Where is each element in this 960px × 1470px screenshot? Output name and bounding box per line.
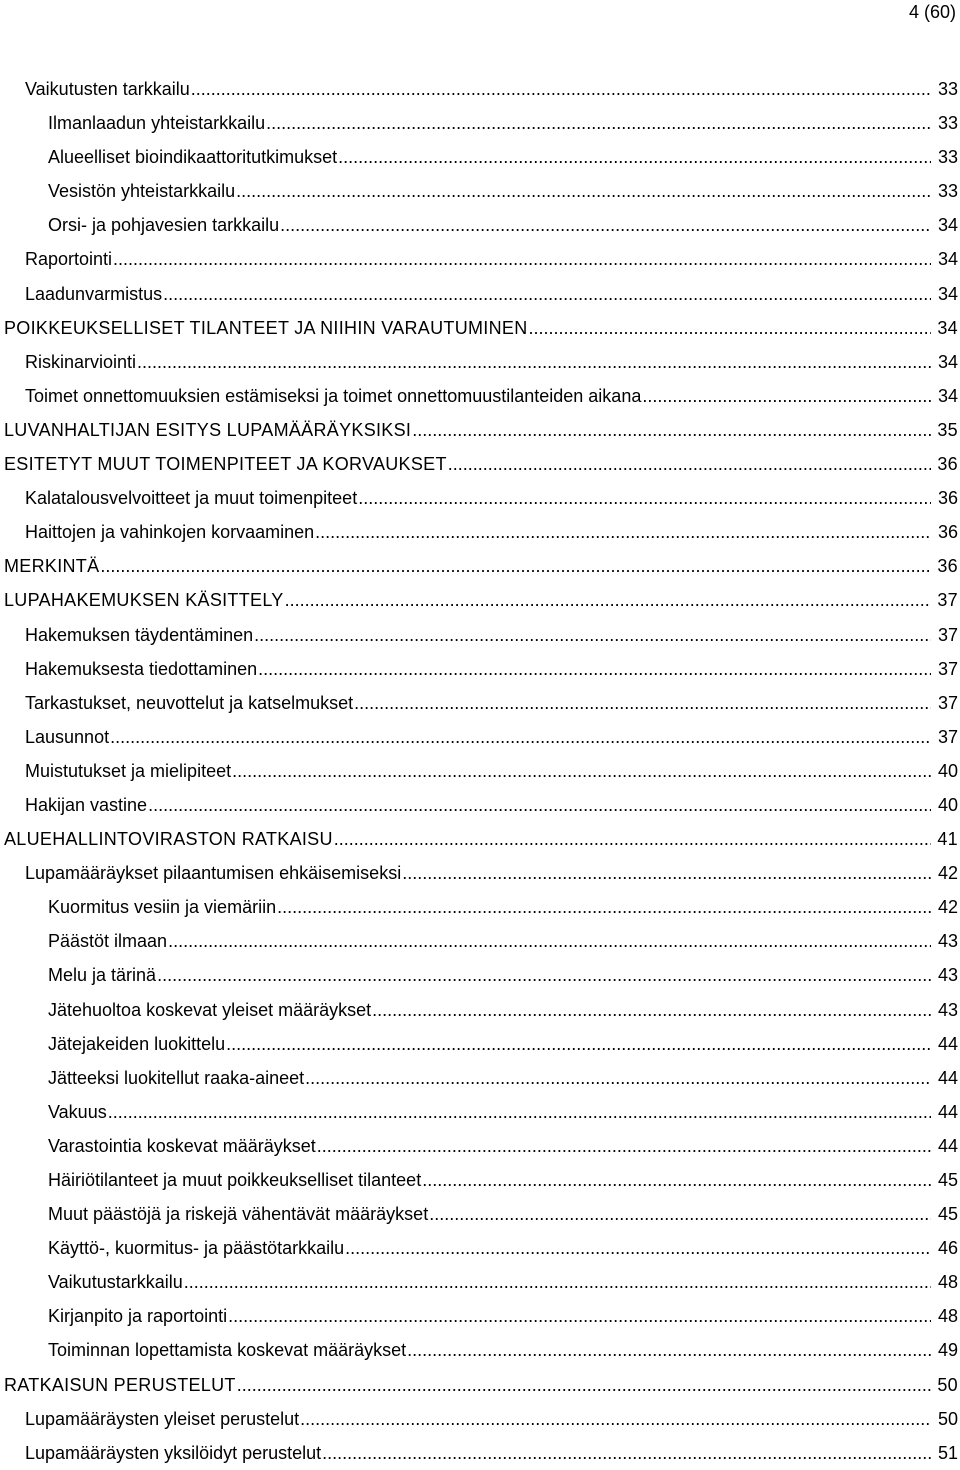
toc-entry[interactable] — [0, 890, 960, 924]
toc-dot-leader — [258, 652, 931, 686]
toc-entry-title: Hakemuksesta tiedottaminen — [25, 658, 258, 679]
toc-dot-leader — [100, 549, 931, 583]
toc-entry-title: POIKKEUKSELLISET TILANTEET JA NIIHIN VARAUTUMINEN — [4, 317, 528, 338]
toc-dot-leader — [300, 1402, 931, 1436]
toc-entry-title: Jätehuoltoa koskevat yleiset määräykset — [48, 999, 372, 1020]
toc-entry-page-number: 46 — [937, 1238, 958, 1259]
toc-entry-title: Hakijan vastine — [25, 794, 148, 815]
toc-entry[interactable] — [0, 1231, 960, 1265]
toc-entry-page-number: 43 — [937, 999, 958, 1020]
toc-entry[interactable] — [0, 1368, 960, 1402]
toc-entry[interactable] — [0, 140, 960, 174]
toc-entry-title: LUPAHAKEMUKSEN KÄSITTELY — [4, 590, 284, 611]
toc-dot-leader — [226, 1027, 931, 1061]
toc-entry-title: LUVANHALTIJAN ESITYS LUPAMÄÄRÄYKSIKSI — [4, 419, 412, 440]
toc-entry-title: Kirjanpito ja raportointi — [48, 1306, 228, 1327]
toc-entry-page-number: 48 — [937, 1306, 958, 1327]
toc-entry-page-number: 37 — [937, 624, 958, 645]
toc-entry[interactable] — [0, 1265, 960, 1299]
toc-entry-page-number: 43 — [937, 931, 958, 952]
toc-entry[interactable] — [0, 1436, 960, 1470]
toc-dot-leader — [402, 856, 931, 890]
toc-entry[interactable] — [0, 1333, 960, 1367]
toc-entry-page-number: 34 — [937, 249, 958, 270]
page-number: 4 (60) — [908, 2, 956, 22]
toc-dot-leader — [168, 924, 931, 958]
toc-entry[interactable] — [0, 1129, 960, 1163]
toc-entry-title: Ilmanlaadun yhteistarkkailu — [48, 113, 266, 134]
toc-dot-leader — [315, 515, 931, 549]
toc-entry-page-number: 35 — [937, 419, 958, 440]
toc-dot-leader — [277, 890, 931, 924]
toc-entry-page-number: 50 — [937, 1408, 958, 1429]
toc-entry[interactable] — [0, 447, 960, 481]
toc-dot-leader — [163, 277, 931, 311]
toc-entry[interactable] — [0, 1197, 960, 1231]
toc-dot-leader — [345, 1231, 931, 1265]
toc-entry-title: RATKAISUN PERUSTELUT — [4, 1374, 236, 1395]
toc-entry-page-number: 34 — [937, 317, 958, 338]
toc-dot-leader — [110, 720, 931, 754]
toc-entry[interactable] — [0, 1061, 960, 1095]
toc-entry[interactable] — [0, 277, 960, 311]
toc-dot-leader — [280, 208, 931, 242]
toc-entry[interactable] — [0, 924, 960, 958]
toc-entry[interactable] — [0, 72, 960, 106]
toc-entry-page-number: 43 — [937, 965, 958, 986]
toc-entry-page-number: 49 — [937, 1340, 958, 1361]
toc-entry-title: Vakuus — [48, 1101, 107, 1122]
toc-entry-title: Jätteeksi luokitellut raaka-aineet — [48, 1067, 305, 1088]
toc-entry[interactable] — [0, 549, 960, 583]
toc-dot-leader — [529, 311, 932, 345]
toc-entry-title: Toiminnan lopettamista koskevat määräykset — [48, 1340, 407, 1361]
toc-dot-leader — [407, 1333, 931, 1367]
toc-dot-leader — [237, 1368, 931, 1402]
toc-entry[interactable] — [0, 720, 960, 754]
toc-entry[interactable] — [0, 618, 960, 652]
toc-entry[interactable] — [0, 242, 960, 276]
toc-entry[interactable] — [0, 311, 960, 345]
toc-dot-leader — [305, 1061, 931, 1095]
toc-entry-page-number: 44 — [937, 1101, 958, 1122]
toc-entry-page-number: 34 — [937, 351, 958, 372]
toc-dot-leader — [191, 72, 931, 106]
toc-dot-leader — [232, 754, 931, 788]
toc-entry-page-number: 44 — [937, 1033, 958, 1054]
toc-entry-title: Varastointia koskevat määräykset — [48, 1135, 316, 1156]
toc-dot-leader — [113, 242, 931, 276]
toc-entry-page-number: 34 — [937, 385, 958, 406]
toc-entry-title: Riskinarviointi — [25, 351, 137, 372]
toc-entry-page-number: 41 — [937, 829, 958, 850]
toc-entry-title: Toimet onnettomuuksien estämiseksi ja toimet onnettomuustilanteiden aikana — [25, 385, 642, 406]
toc-entry-page-number: 42 — [937, 897, 958, 918]
toc-entry-page-number: 37 — [937, 658, 958, 679]
toc-entry-page-number: 37 — [937, 692, 958, 713]
toc-entry[interactable] — [0, 1027, 960, 1061]
toc-entry-title: Lupamääräysten yleiset perustelut — [25, 1408, 300, 1429]
toc-entry-title: Vaikutusten tarkkailu — [25, 79, 190, 99]
toc-entry-page-number: 50 — [937, 1374, 958, 1395]
toc-entry-title: Hakemuksen täydentäminen — [25, 624, 254, 645]
toc-entry-title: Melu ja tärinä — [48, 965, 157, 986]
toc-entry-title: Laadunvarmistus — [25, 283, 163, 304]
toc-entry-page-number: 36 — [937, 488, 958, 509]
toc-entry-title: Lupamääräykset pilaantumisen ehkäisemiseksi — [25, 863, 402, 884]
toc-entry-page-number: 34 — [937, 215, 958, 236]
toc-entry-page-number: 40 — [937, 794, 958, 815]
toc-entry-page-number: 42 — [937, 863, 958, 884]
toc-entry[interactable] — [0, 1095, 960, 1129]
toc-entry-title: Lausunnot — [25, 726, 110, 747]
toc-entry[interactable] — [0, 1299, 960, 1333]
toc-entry-page-number: 51 — [937, 1442, 958, 1463]
toc-entry-title: ALUEHALLINTOVIRASTON RATKAISU — [4, 829, 333, 850]
toc-entry-title: Häiriötilanteet ja muut poikkeukselliset tilanteet — [48, 1170, 422, 1190]
toc-dot-leader — [642, 379, 931, 413]
toc-entry-page-number: 45 — [937, 1170, 958, 1190]
toc-entry-page-number: 37 — [937, 726, 958, 747]
toc-entry[interactable] — [0, 208, 960, 242]
toc-entry[interactable] — [0, 515, 960, 549]
toc-dot-leader — [254, 618, 931, 652]
toc-dot-leader — [236, 174, 931, 208]
toc-entry-page-number: 34 — [937, 283, 958, 304]
toc-entry-title: Vaikutustarkkailu — [48, 1272, 183, 1293]
toc-entry-title: Vesistön yhteistarkkailu — [48, 181, 236, 202]
toc-entry[interactable] — [0, 993, 960, 1027]
toc-entry[interactable] — [0, 481, 960, 515]
toc-entry[interactable] — [0, 583, 960, 617]
toc-entry-page-number: 45 — [937, 1204, 958, 1225]
toc-dot-leader — [157, 958, 931, 992]
toc-entry-title: Käyttö-, kuormitus- ja päästötarkkailu — [48, 1238, 345, 1259]
toc-entry[interactable] — [0, 652, 960, 686]
toc-entry[interactable] — [0, 174, 960, 208]
toc-dot-leader — [148, 788, 931, 822]
toc-entry-title: Kuormitus vesiin ja viemäriin — [48, 897, 277, 918]
toc-entry-page-number: 33 — [937, 79, 958, 99]
toc-entry-title: Orsi- ja pohjavesien tarkkailu — [48, 215, 280, 236]
toc-entry-page-number: 36 — [937, 454, 958, 475]
toc-entry-page-number: 33 — [937, 113, 958, 134]
toc-dot-leader — [322, 1436, 931, 1470]
toc-entry-title: MERKINTÄ — [4, 556, 100, 577]
toc-entry-title: Jätejakeiden luokittelu — [48, 1033, 226, 1054]
toc-entry-title: Kalatalousvelvoitteet ja muut toimenpiteet — [25, 488, 358, 509]
toc-dot-leader — [422, 1163, 931, 1197]
toc-entry-title: Päästöt ilmaan — [48, 931, 168, 952]
toc-entry-page-number: 33 — [937, 181, 958, 202]
toc-entry-title: Alueelliset bioindikaattoritutkimukset — [48, 147, 338, 168]
toc-entry-page-number: 40 — [937, 760, 958, 781]
toc-dot-leader — [228, 1299, 931, 1333]
toc-dot-leader — [334, 822, 931, 856]
toc-dot-leader — [184, 1265, 931, 1299]
toc-entry[interactable] — [0, 958, 960, 992]
toc-entry-page-number: 33 — [937, 147, 958, 168]
toc-entry[interactable] — [0, 1163, 960, 1197]
toc-entry-page-number: 44 — [937, 1135, 958, 1156]
toc-dot-leader — [266, 106, 931, 140]
toc-dot-leader — [358, 481, 931, 515]
toc-entry[interactable] — [0, 856, 960, 890]
toc-entry-page-number: 36 — [937, 522, 958, 543]
toc-entry-title: Raportointi — [25, 249, 113, 270]
toc-entry[interactable] — [0, 754, 960, 788]
toc-entry-page-number: 48 — [937, 1272, 958, 1293]
toc-entry[interactable] — [0, 686, 960, 720]
toc-entry[interactable] — [0, 379, 960, 413]
toc-dot-leader — [412, 413, 931, 447]
toc-dot-leader — [317, 1129, 931, 1163]
toc-entry[interactable] — [0, 822, 960, 856]
toc-entry-title: Haittojen ja vahinkojen korvaaminen — [25, 522, 315, 543]
toc-dot-leader — [448, 447, 931, 481]
toc-dot-leader — [372, 993, 931, 1027]
toc-entry[interactable] — [0, 788, 960, 822]
toc-dot-leader — [338, 140, 931, 174]
toc-entry[interactable] — [0, 106, 960, 140]
toc-dot-leader — [108, 1095, 931, 1129]
toc-dot-leader — [137, 345, 931, 379]
toc-entry-title: Muut päästöjä ja riskejä vähentävät määräykset — [48, 1204, 429, 1225]
toc-dot-leader — [285, 583, 931, 617]
toc-dot-leader — [354, 686, 931, 720]
toc-entry-page-number: 37 — [937, 590, 958, 611]
toc-entry[interactable] — [0, 1402, 960, 1436]
toc-entry-title: Lupamääräysten yksilöidyt perustelut — [25, 1442, 322, 1463]
toc-entry-title: ESITETYT MUUT TOIMENPITEET JA KORVAUKSET — [4, 454, 447, 475]
toc-entry-title: Muistutukset ja mielipiteet — [25, 760, 232, 781]
table-of-contents — [0, 72, 960, 1470]
toc-dot-leader — [429, 1197, 931, 1231]
toc-entry[interactable] — [0, 345, 960, 379]
toc-entry-page-number: 36 — [937, 556, 958, 577]
toc-entry-page-number: 44 — [937, 1067, 958, 1088]
toc-entry[interactable] — [0, 413, 960, 447]
toc-entry-title: Tarkastukset, neuvottelut ja katselmukset — [25, 692, 354, 713]
